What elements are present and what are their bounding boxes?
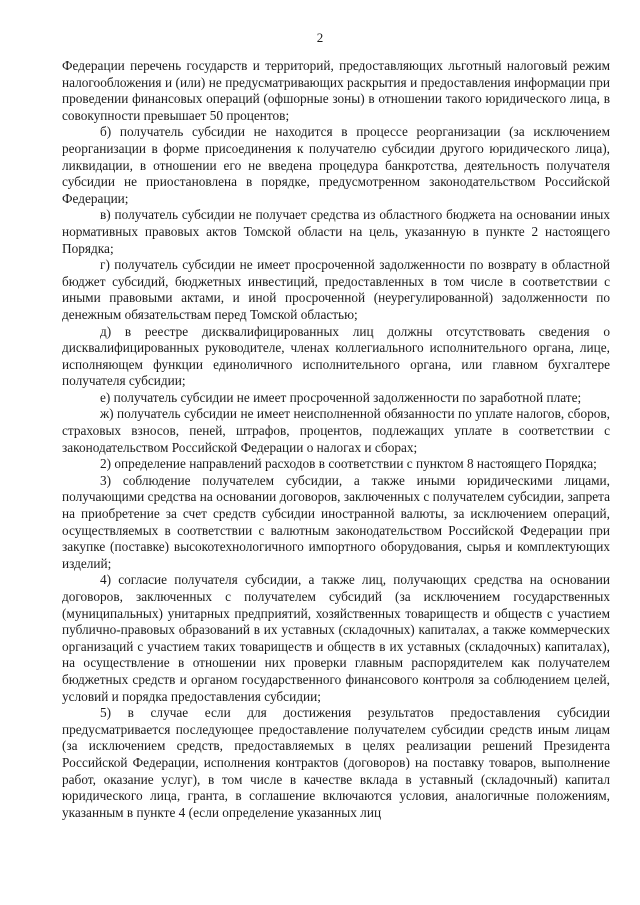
paragraph-item-g: г) получатель субсидии не имеет просроченной задолженности по возврату в областной бюджет субсидий, бюджетных инвестиций, предоставленных в том числе в соответствии с иными правовыми актами, и иной просроченной (неурегулированной) задолженности по денежным обязательствам перед Томской областью; [62,257,610,322]
paragraph-continuation: Федерации перечень государств и территорий, предоставляющих льготный налоговый режим налогообложения и (или) не предусматривающих раскрытия и предоставления информации при проведении финансовых операций (офшорные зоны) в отношении такого юридического лица, в совокупности превышает 50 процентов; [62,58,610,123]
paragraph-item-d: д) в реестре дисквалифицированных лиц должны отсутствовать сведения о дисквалифицированных руководителе, членах коллегиального исполнительного органа, лице, исполняющем функции единоличного исполнительного органа, или главном бухгалтере получателя субсидии; [62,323,610,389]
document-body [62,58,610,821]
paragraph-item-v: в) получатель субсидии не получает средства из областного бюджета на основании иных нормативных правовых актов Томской области на цель, указанную в пункте 2 настоящего Порядка; [62,207,610,256]
paragraph-item-5: 5) в случае если для достижения результатов предоставления субсидии предусматривается последующее предоставление получателем субсидии средств иным лицам (за исключением средств, предоставляемых в целях реализации решений Президента Российской Федерации, исполнения контрактов (договоров) на поставку товаров, выполнение работ, оказание услуг), в том числе в качестве вклада в уставный (складочный) капитал юридического лица, гранта, в соглашение включаются условия, аналогичные положениям, указанным в пункте 4 (если определение указанных лиц [62,705,610,820]
paragraph-item-zh: ж) получатель субсидии не имеет неисполненной обязанности по уплате налогов, сборов, страховых взносов, пеней, штрафов, процентов, подлежащих уплате в соответствии с законодательством Российской Федерации о налогах и сборах; [62,406,610,455]
paragraph-item-b: б) получатель субсидии не находится в процессе реорганизации (за исключением реорганизации в форме присоединения к получателю субсидии другого юридического лица), ликвидации, в отношении его не введена процедура банкротства, деятельность получателя субсидии не приостановлена в порядке, предусмотренном законодательством Российской Федерации; [62,124,610,206]
paragraph-item-3: 3) соблюдение получателем субсидии, а также иными юридическими лицами, получающими средства на основании договоров, заключенных с получателем субсидии, запрета на приобретение за счет средств субсидии иностранной валюты, за исключением операций, осуществляемых в соответствии с валютным законодательством Российской Федерации при закупке (поставке) высокотехнологичного импортного оборудования, сырья и комплектующих изделий; [62,472,610,571]
paragraph-item-4: 4) согласие получателя субсидии, а также лиц, получающих средства на основании договоров, заключенных с получателем субсидий (за исключением государственных (муниципальных) унитарных предприятий, хозяйственных товариществ и обществ с участием публично-правовых образований в их уставных (складочных) капиталах, а также коммерческих организаций с участием таких товариществ и обществ в их уставных (складочных) капиталах), на осуществление в отношении них проверки главным распорядителем как получателем бюджетных средств и органом государственного финансового контроля за соблюдением целей, условий и порядка предоставления субсидии; [62,572,610,704]
paragraph-item-e: е) получатель субсидии не имеет просроченной задолженности по заработной плате; [100,389,582,405]
page-number: 2 [316,30,324,45]
paragraph-item-2: 2) определение направлений расходов в соответствии с пунктом 8 настоящего Порядка; [100,456,597,472]
